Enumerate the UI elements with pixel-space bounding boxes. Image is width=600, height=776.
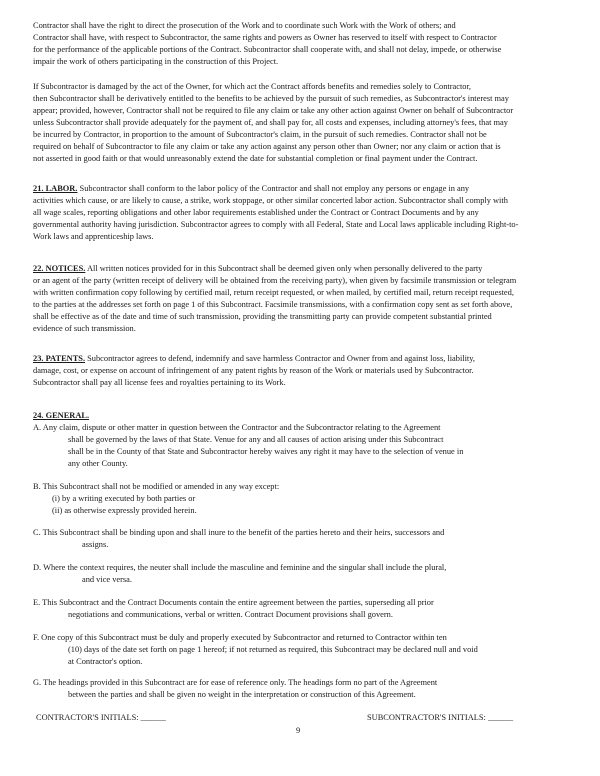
paragraph-line: with written confirmation copy following by certified mail, return receipt requested, or when mailed, by certified mail, return receipt requested, (33, 288, 514, 297)
clause-f-line: F. One copy of this Subcontract must be duly and properly executed by Subcontractor and returned to Contractor within ten (33, 633, 447, 642)
paragraph-line: shall be effective as of the date and time of such transmission, providing the transmitting party can provide competent substantial printed (33, 312, 492, 321)
paragraph-line: be incurred by Contractor, in proportion to the amount of Subcontractor's claim, in the pursuit of such remedies. Contractor shall not be (33, 130, 487, 139)
section-heading-patents: 23. PATENTS. (33, 354, 86, 363)
clause-b-item: (ii) as otherwise expressly provided herein. (52, 506, 197, 515)
section-patents-line: 23. PATENTS. Subcontractor agrees to defend, indemnify and save harmless Contractor and Owner from and against loss, liability, (33, 354, 475, 363)
paragraph-line: Contractor shall have the right to direct the prosecution of the Work and to coordinate such Work with the Work of others; and (33, 21, 456, 30)
clause-d-line: and vice versa. (82, 575, 132, 584)
paragraph-line: Contractor shall have, with respect to Subcontractor, the same rights and powers as Owner has reserved to itself with respect to Contractor (33, 33, 497, 42)
paragraph-line: for the performance of the applicable portions of the Contract. Subcontractor shall cooperate with, and shall not delay, impede, or otherwise (33, 45, 502, 54)
subcontractor-initials: SUBCONTRACTOR'S INITIALS: ______ (367, 713, 514, 722)
paragraph-line: governmental authority having jurisdiction. Subcontractor agrees to comply with all Federal, State and Local laws applicable including Right-to- (33, 220, 519, 229)
section-notices-line: 22. NOTICES. All written notices provided for in this Subcontract shall be deemed given only when personally delivered to the party (33, 264, 483, 273)
clause-a-line: A. Any claim, dispute or other matter in question between the Contractor and the Subcontractor relating to the Agreement (33, 423, 441, 432)
paragraph-line: activities which cause, or are likely to cause, a strike, work stoppage, or other similar concerted labor action. Subcontractor shall comply with (33, 196, 508, 205)
clause-g-line: between the parties and shall be given no weight in the interpretation or construction of this Agreement. (68, 690, 416, 699)
paragraph-line: damage, cost, or expense on account of infringement of any patent rights by reason of the Work or materials used by Subcontractor. (33, 366, 474, 375)
clause-c-line: C. This Subcontract shall be binding upon and shall inure to the benefit of the parties hereto and their heirs, successors and (33, 528, 445, 537)
clause-e-line: E. This Subcontract and the Contract Documents contain the entire agreement between the parties, superseding all prior (33, 598, 434, 607)
clause-b-line: B. This Subcontract shall not be modified or amended in any way except: (33, 482, 280, 491)
paragraph-line: all wage scales, reporting obligations and other labor requirements established under the Contract or Contract Documents and by any (33, 208, 479, 217)
clause-f-line: at Contractor's option. (68, 657, 143, 666)
clause-a-line: any other County. (68, 459, 128, 468)
clause-c-line: assigns. (82, 540, 109, 549)
paragraph-line: appear; provided, however, Contractor shall not be required to file any claim or take any other action against Owner on behalf of Subcontractor (33, 106, 514, 115)
section-labor-line: 21. LABOR. Subcontractor shall conform to the labor policy of the Contractor and shall not employ any persons or engage in any (33, 184, 470, 193)
clause-f-line: (10) days of the date set forth on page 1 hereof; if not returned as required, this Subcontract may be declared null and void (68, 645, 478, 654)
paragraph-line: then Subcontractor shall be derivatively entitled to the benefits to be achieved by the pursuit of such remedies, as Subcontractor's interest may (33, 94, 509, 103)
page-number: 9 (296, 726, 301, 735)
paragraph-line: not asserted in good faith or that would unreasonably extend the date for substantial completion or final payment under the Contract. (33, 154, 478, 163)
clause-e-line: negotiations and communications, verbal or written. Contract Document provisions shall govern. (68, 610, 393, 619)
paragraph-line: impair the work of others participating in the construction of this Project. (33, 57, 279, 66)
paragraph-line: If Subcontractor is damaged by the act of the Owner, for which act the Contract affords benefits and remedies solely to Contractor, (33, 82, 472, 91)
paragraph-line: to the parties at the addresses set forth on page 1 of this Subcontract. Facsimile transmissions, with a confirmation copy sent as set forth above, (33, 300, 513, 309)
section-heading-notices: 22. NOTICES. (33, 264, 86, 273)
contractor-initials: CONTRACTOR'S INITIALS: ______ (36, 713, 166, 722)
paragraph-line: Work laws and apprenticeship laws. (33, 232, 154, 241)
clause-a-line: shall be in the County of that State and Subcontractor hereby waives any right it may have to the selection of venue in (68, 447, 464, 456)
clause-d-line: D. Where the context requires, the neuter shall include the masculine and feminine and the singular shall include the plural, (33, 563, 447, 572)
paragraph-line: unless Subcontractor shall provide adequately for the payment of, and shall pay for, all costs and expenses, including attorney's fees, that may (33, 118, 508, 127)
clause-a-line: shall be governed by the laws of that State. Venue for any and all causes of action arising under this Subcontract (68, 435, 444, 444)
paragraph-line: required on behalf of Subcontractor to file any claim or take any action against any person other than Owner; nor any claim or action that is (33, 142, 501, 151)
section-heading-labor: 21. LABOR. (33, 184, 78, 193)
paragraph-line: or an agent of the party (written receipt of delivery will be obtained from the receiving party), when given by facsimile transmission or telegram (33, 276, 517, 285)
clause-b-item: (i) by a writing executed by both parties or (52, 494, 196, 503)
section-heading-general: 24. GENERAL. (33, 411, 90, 420)
paragraph-line: Subcontractor shall pay all license fees and royalties pertaining to its Work. (33, 378, 286, 387)
clause-g-line: G. The headings provided in this Subcontract are for ease of reference only. The headings form no part of the Agreement (33, 678, 438, 687)
paragraph-line: evidence of such transmission. (33, 324, 136, 333)
